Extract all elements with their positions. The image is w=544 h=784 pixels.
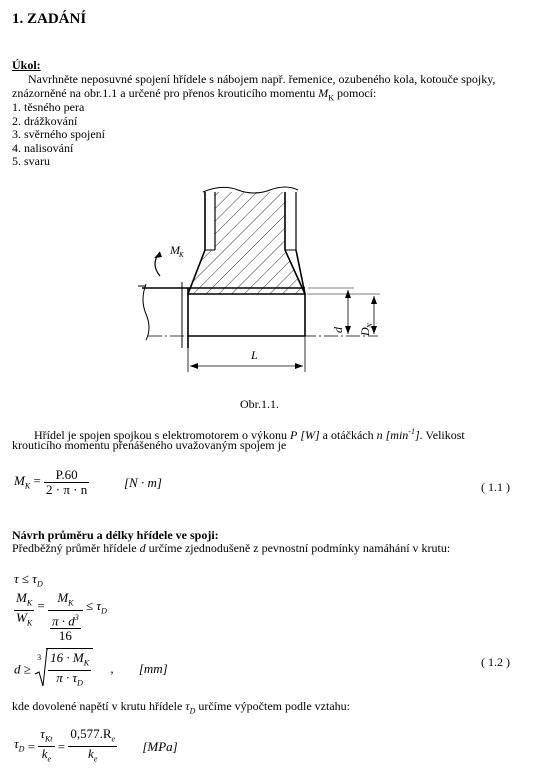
svg-text:K: K bbox=[179, 251, 184, 259]
paragraph-power: Hřídel je spojen spojkou s elektromotorem o výkonu P [W] a otáčkách n $[\min^{-1}]$. Velikost bbox=[34, 427, 465, 442]
paragraph-power-line-2: krouticího momentu přenášeného uvažovaným spojem je bbox=[12, 438, 287, 452]
list-item: 5. svaru bbox=[12, 154, 50, 168]
paragraph-allowable-stress: kde dovolené napětí v krutu hřídele $\tau_D$ určíme výpočtem podle vztahu: bbox=[12, 699, 350, 716]
hub-shaft-figure bbox=[118, 178, 408, 383]
equation-allowable-stress: $\tau_D$ = $\frac{\tau_{Kt}}{k_e}$ = $\frac{0,577.R_e}{k_e}$ [MPa] bbox=[14, 727, 178, 766]
list-item: 3. svěrného spojení bbox=[12, 127, 105, 141]
equation-1-2-number: ( 1.2 ) bbox=[481, 655, 510, 669]
equation-1-1: $M_K$ = $\frac{P.60}{2 \cdot \pi \cdot n}$ bbox=[14, 467, 88, 497]
equation-1-2: d ≥ 3 $\frac{16 \cdot M_K}{\pi \cdot \tau_D}$ , [mm] bbox=[14, 648, 168, 690]
list-item: 1. těsného pera bbox=[12, 100, 85, 114]
task-label: Úkol: bbox=[12, 58, 41, 72]
list-item: 2. drážkování bbox=[12, 113, 78, 128]
equation-1-1-number: ( 1.1 ) bbox=[481, 480, 510, 494]
svg-text:N: N bbox=[366, 323, 374, 328]
figure-caption: Obr.1.1. bbox=[240, 397, 279, 411]
svg-text:M: M bbox=[170, 243, 180, 257]
section-title-diameter: Návrh průměru a délky hřídele ve spoji: bbox=[12, 528, 219, 542]
equation-mk-wk: $\frac{M_K}{W_K}$ = $\frac{M_K}{\frac{\pi \cdot d^3}{16}}$ ≤ $\tau_D$ bbox=[16, 590, 107, 643]
strength-condition: $\tau \le \tau_D$ bbox=[14, 571, 43, 589]
svg-text:L: L bbox=[251, 348, 258, 362]
task-line-2: znázorněné na obr.1.1 a určené pro přenos krouticího momentu $M_K$ pomocí: bbox=[12, 86, 377, 103]
task-list bbox=[12, 101, 105, 169]
page-title: 1. ZADÁNÍ bbox=[12, 11, 87, 27]
task-line-1: Navrhněte neposuvné spojení hřídele s nábojem např. řemenice, ozubeného kola, kotouče spojky, bbox=[28, 72, 496, 86]
svg-text:d: d bbox=[331, 327, 345, 333]
section-diameter-text: Předběžný průměr hřídele d určíme zjednodušeně z pevnostní podmínky namáhání v krutu: bbox=[12, 541, 451, 555]
svg-text:D: D bbox=[358, 327, 372, 336]
list-item: 4. nalisování bbox=[12, 140, 74, 155]
equation-1-1-unit: [N · m] bbox=[124, 475, 162, 490]
